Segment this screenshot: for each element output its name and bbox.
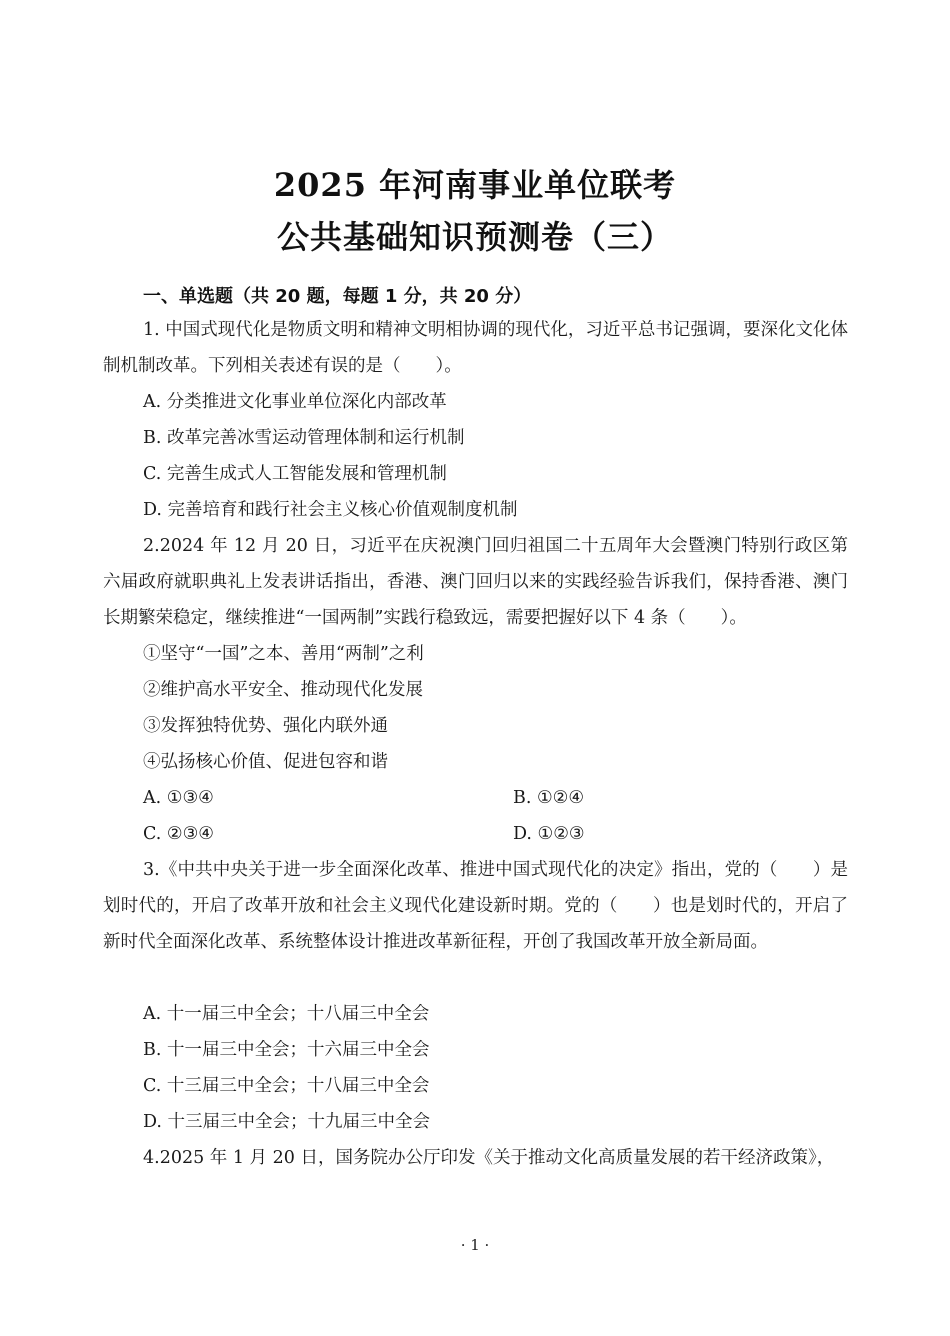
question-3-option-b: B. 十一届三中全会；十六届三中全会 <box>143 1040 430 1060</box>
question-2-item-3: ③发挥独特优势、强化内联外通 <box>143 716 388 736</box>
question-1-stem: 1. 中国式现代化是物质文明和精神文明相协调的现代化，习近平总书记强调，要深化文化体制机制改革。下列相关表述有误的是（ ）。 <box>103 320 848 376</box>
page-number: · 1 · <box>460 1236 490 1254</box>
question-3-stem: 3.《中共中央关于进一步全面深化改革、推进中国式现代化的决定》指出，党的（ ）是划时代的，开启了改革开放和社会主义现代化建设新时期。党的（ ）也是划时代的，开启了新时代全面深化改革、系统整体设计推进改革新征程，开创了我国改革开放全新局面。 <box>103 860 848 952</box>
exam-title: 2025 年河南事业单位联考 <box>273 166 677 204</box>
section-heading: 一、单选题（共 20 题，每题 1 分，共 20 分） <box>143 286 532 307</box>
question-2-option-b: B. ①②④ <box>513 788 585 808</box>
exam-subtitle: 公共基础知识预测卷（三） <box>276 218 673 256</box>
question-1-option-a: A. 分类推进文化事业单位深化内部改革 <box>143 392 447 412</box>
question-2-item-1: ①坚守“一国”之本、善用“两制”之利 <box>143 644 424 664</box>
question-1-option-d: D. 完善培育和践行社会主义核心价值观制度机制 <box>143 500 518 520</box>
question-2-item-4: ④弘扬核心价值、促进包容和谐 <box>143 752 388 772</box>
question-3-option-c: C. 十三届三中全会；十八届三中全会 <box>143 1076 430 1096</box>
question-1-option-c: C. 完善生成式人工智能发展和管理机制 <box>143 464 447 484</box>
question-2-item-2: ②维护高水平安全、推动现代化发展 <box>143 680 423 700</box>
question-2-stem: 2.2024 年 12 月 20 日，习近平在庆祝澳门回归祖国二十五周年大会暨澳门特别行政区第六届政府就职典礼上发表讲话指出，香港、澳门回归以来的实践经验告诉我们，保持香港、澳门长期繁荣稳定，继续推进“一国两制”实践行稳致远，需要把握好以下 4 条（ ）。 <box>103 536 848 628</box>
question-1-option-b: B. 改革完善冰雪运动管理体制和运行机制 <box>143 428 465 448</box>
question-3-option-d: D. 十三届三中全会；十九届三中全会 <box>143 1112 431 1132</box>
question-3-option-a: A. 十一届三中全会；十八届三中全会 <box>143 1004 430 1024</box>
question-4-stem: 4.2025 年 1 月 20 日，国务院办公厅印发《关于推动文化高质量发展的若干经济政策》， <box>143 1148 835 1168</box>
question-2-option-a: A. ①③④ <box>143 788 214 808</box>
question-2-option-c: C. ②③④ <box>143 824 214 844</box>
question-2-option-d: D. ①②③ <box>513 824 585 844</box>
